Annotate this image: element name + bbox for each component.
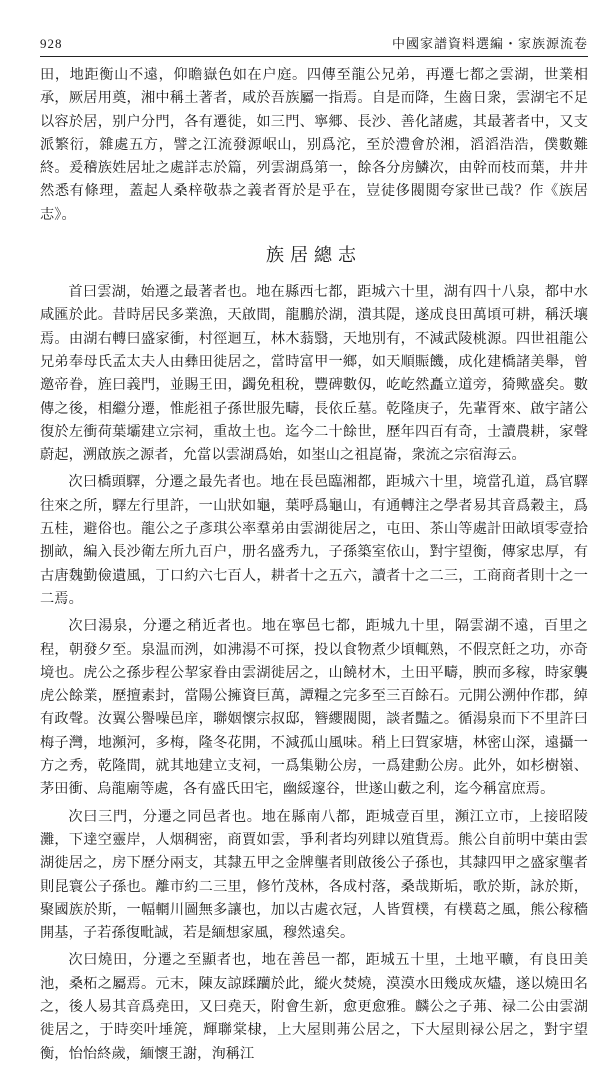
page-number: 928	[40, 36, 63, 51]
paragraph-qiaotouyi: 次曰橋頭驛，分遷之最先者也。地在長邑臨湘都，距城六十里，境當孔道，爲官驛往來之所，驛左行里許，一山狀如龜，葉呼爲龜山，有通轉注之學者易其音爲穀主，爲五桂，避俗也。龍公之子彥琪公率羣弟由雲湖徙居之，屯田、茶山等處計田畝頃零壹拾捌畝，編入長沙衛左所九百户，册名盛秀九，子孫築室依山，對宇望衡，傳家忠厚，有古唐魏勤儉遺風，丁口約六七百人，耕者十之五六，讀者十之二三，工商商者則十之一二焉。	[40, 474, 588, 607]
running-title: 中國家譜資料選編・家族源流卷	[391, 37, 588, 52]
paragraph-yunhu: 首曰雲湖，始遷之最著者也。地在縣西七都，距城六十里，湖有四十八泉，都中水咸匯於此。昔時居民多業漁，天啟間，龍鵬於湖，潰其隄，遂成良田萬頃可耕，稱沃壤焉。由湖右轉曰盛家衝，村徑迴互，林木蓊翳，天地別有，不減武陵桃源。四世祖龍公兄弟奉母氏孟太夫人由彝田徙居之，當時富甲一鄉，如天順賑饑，成化建橋諸美舉，曾邀帝眷，旌曰義門，並賜王田，蠲免租稅，豐碑數仭，屹屹然矗立道旁，猗歟盛矣。數傳之後，相繼分遷，惟彪祖子孫世服先疇，長依丘墓。乾隆庚子，先輩胥來、啟宇諸公復於左衝荷葉壩建立宗祠，重故土也。迄今二十餘世，歷年四百有奇，士讀農耕，家聲蔚起，溯啟族之源者，允當以雲湖爲始，如埊山之祖崑崙，衆流之宗宿海云。	[40, 284, 588, 464]
paragraph-shaotian: 次曰燒田，分遷之至顯者也，地在善邑一都，距城五十里，土地平曠，有良田美池，桑柘之屬焉。元末，陳友諒蹂躪於此，縱火焚燒，漠漠水田幾成灰燼，遂以燒田名之，後人易其音爲堯田，又曰堯天，附會生新，愈更愈雅。麟公之子茀、禄二公由雲湖徙居之，于時奕叶埵箎，輝聯棠棣，上大屋則茀公居之，下大屋則禄公居之，對宇望衡，怡怡終歲，緬懷王謝，洵稱江	[40, 952, 588, 1062]
intro-paragraph: 田，地距衡山不遠，仰瞻嶽色如在户庭。四傳至龍公兄弟，再遷七都之雲湖，世業相承，厥居用奠，湘中稱土著者，咸於吾族屬一指焉。自是而降，生齒日衆，雲湖宅不足以容於居，别户分門，各有遷徙，如三門、寧郷、長沙、善化諸處，其最著者中，又支派繁衍，雜處五方，譬之江流發源岷山，别爲沱，至於澧會於湘，滔滔浩浩，僕數難終。爰稽族姓居址之處詳志於篇，列雲湖爲第一，餘各分房鱗次，由幹而枝而葉，井井然悉有條理，蓋起人桑梓敬恭之義者胥於是乎在，豈徒侈閥閲夸家世已哉？作《族居志》。	[40, 67, 588, 223]
paragraph-sanmen: 次曰三門，分遷之同邑者也。地在縣南八都，距城壹百里，瀕江立市，上接昭陵灘，下達空靈岸，人烟稠密，商賈如雲，爭利者均列肆以殖貨焉。熊公自前明中葉由雲湖徙居之，房下歷分兩支，其隸五甲之金牌壟者則啟後公子孫也，其隸四甲之盛家壟者則昆寰公子孫也。離市約二三里，修竹茂林，各成村落，桑哉斯垢，歌於斯，詠於斯，聚國族於斯，一幅輞川圖無多讓也，加以古處衣冠，人皆質樸，有樸葛之風，熊公稼穡開基，子若孫復毗誠，若是緬想家風，穆然遠矣。	[40, 808, 588, 942]
page-body	[40, 64, 588, 1070]
paragraph-tangquan: 次曰湯泉，分遷之稍近者也。地在寧邑七都，距城九十里，隔雲湖不遠，百里之程，朝發夕至。泉温而洌，如沸湯不可探，投以食物煮少頃輒熟，不假烹飪之功，亦奇境也。虎公之孫步程公挈家眷由雲湖徙居之，山饒材木，土田平疇，腴而多稼，時家襲虎公餘業，歷擅素封，當陽公擁資巨萬，譚糧之完多至三百餘石。元開公溯仲作郡，綽有政聲。汝翼公譽噪邑庠，聯姻懷宗叔邸，簪纓閥閲，談者豔之。循湯泉而下不里許曰梅子灣，地瀕河，多梅，隆冬花開，不減孤山風味。稍上曰賀家塘，林密山深，遠攝一方之秀，乾隆間，就其地建立支祠，一爲集勦公房，一爲建勳公房。此外，如杉樹嶺、茅田衝、烏龍廟等處，各有盛氏田宅，幽綏邃谷，世遂山藪之利，迄今稱富庶焉。	[40, 618, 588, 798]
page-header	[40, 8, 588, 57]
section-title: 族居總志	[266, 245, 362, 267]
